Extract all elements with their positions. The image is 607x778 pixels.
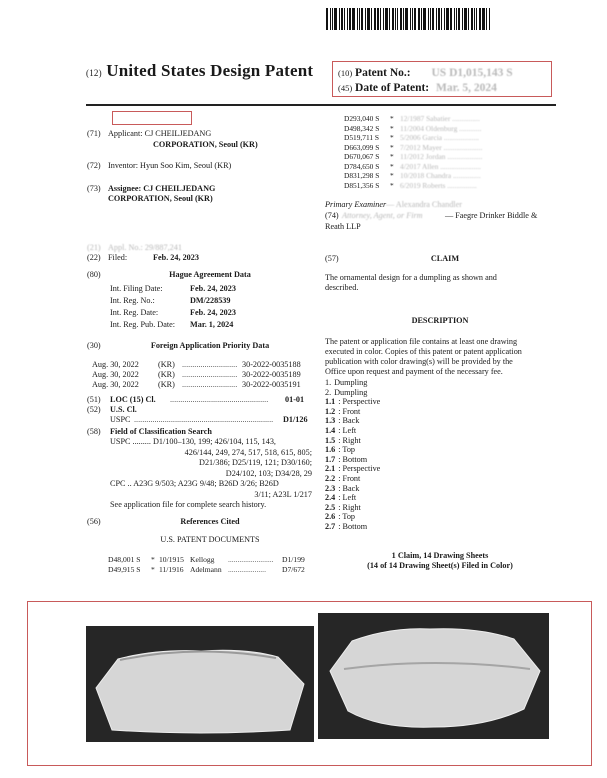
barcode-bar [339,8,340,30]
cited-star: * [390,180,394,190]
figure-number: 2.2 [325,473,336,483]
barcode-bar [471,8,473,30]
priority-date: Aug. 30, 2022 [92,380,139,389]
figure-item [325,474,555,484]
barcode-bar [371,8,372,30]
header-rule [86,104,556,106]
figure-item [325,436,555,446]
figure-view: : Perspective [338,397,381,407]
cited-rest: 7/2012 Mayer ..................... [400,142,483,152]
uspc-dots: .................................................................... [134,415,274,424]
ref-name: Adelmann [190,565,222,574]
assignee-code: (73) [87,184,101,193]
figure-item [325,445,555,455]
barcode-bar [421,8,422,30]
hague-row [110,320,310,332]
figure-view: : Front [338,473,361,483]
barcode-bar [438,8,440,30]
ref-class: D1/199 [282,555,305,564]
barcode-bar [468,8,469,30]
date-of-patent-line [338,82,497,94]
description-line: publication with color drawing(s) will be provided by the [325,357,513,366]
barcode-bar [474,8,475,30]
cited-number: D663,099 S [344,142,380,152]
figure-view: : Top [338,445,356,455]
cited-row [344,124,554,134]
figure-number: 2.5 [325,502,336,512]
barcode-bar [357,8,358,30]
field-line: 3/11; A23L 1/217 [254,489,312,499]
priority-dots: ........................... [182,360,238,369]
figure-number: 1. [325,378,332,387]
hague-row [110,308,310,320]
barcode-bar [428,8,429,30]
assignee-line1: Assignee: CJ CHEILJEDANG [108,184,216,193]
ref-name: Kellogg [190,555,215,564]
hague-row [110,296,310,308]
barcode-bar [347,8,348,30]
cited-row [344,171,554,181]
date-label: Date of Patent: [355,82,430,94]
barcode [326,8,556,30]
attorney-code: (74) [325,211,339,220]
claim-title: CLAIM [430,254,460,263]
barcode-bar [380,8,381,30]
hague-value: Mar. 1, 2024 [190,320,234,329]
hague-label: Int. Reg. Pub. Date: [110,320,176,329]
cited-row [344,133,554,143]
cited-number: D293,040 S [344,114,380,123]
barcode-bar [397,8,398,30]
figure-view: : Front [338,406,361,416]
dumpling-drawing-right [318,613,549,739]
figure-number: 1.1 [325,397,336,407]
figure-view: : Perspective [338,464,381,474]
figure-number: 2.4 [325,493,336,503]
priority-dots: ........................... [182,370,238,379]
figure-item [325,493,555,503]
hague-label: Int. Reg. Date: [110,308,159,317]
field-code: (58) [87,427,101,436]
cited-table [344,114,554,190]
barcode-bar [367,8,370,30]
priority-title: Foreign Application Priority Data [150,341,270,350]
barcode-bar [377,8,379,30]
field-line: D21/386; D25/119, 121; D30/160; [199,458,312,467]
claim-text-2: described. [325,283,359,292]
cited-row [344,143,554,153]
date-value: Mar. 5, 2024 [436,82,497,94]
loc-dots: ................................................ [170,395,269,404]
title-text: United States Design Patent [106,61,314,80]
barcode-bar [359,8,360,30]
figure-number: 1.7 [325,454,336,464]
figure-number: 1.5 [325,435,336,445]
barcode-bar [365,8,366,30]
patent-number-line [338,67,513,79]
barcode-bar [489,8,490,30]
barcode-bar [444,8,445,30]
examiner-label: Primary Examiner [325,200,387,209]
barcode-bar [374,8,376,30]
figure-item [325,378,555,388]
field-line: D24/102, 103; D34/28, 29 [225,468,312,478]
sheets-line-2: (14 of 14 Drawing Sheet(s) Filed in Color) [367,561,513,570]
cited-star: * [390,142,394,152]
ref-dots: ........................ [228,555,274,564]
date-code: (45) [338,83,353,93]
cited-number: D784,650 S [344,161,380,171]
barcode-bar [344,8,345,30]
cited-rest: 6/2019 Roberts ................ [400,180,477,190]
cited-star: * [390,133,394,142]
figure-view: : Left [338,425,357,435]
ref-class: D7/672 [282,565,305,574]
figure-number: 2. [325,387,332,397]
figure-view: : Top [338,512,356,522]
claim-code: (57) [325,254,339,263]
figure-view: Dumpling [334,378,368,387]
attorney-rest: — Faegre Drinker Biddle & [445,211,538,220]
cited-number: D851,356 S [344,180,380,190]
barcode-bar [458,8,460,30]
ref-dots: .................... [228,565,266,574]
applicant-line1: Applicant: CJ CHEILJEDANG [108,129,212,138]
figure-item [325,426,555,436]
dumpling-image-right [318,613,549,739]
cited-rest: 11/2012 Jordan ................... [400,152,483,161]
patent-no-code: (10) [338,68,353,78]
patent-no-value: US D1,015,143 S [431,67,513,79]
figure-item [325,503,555,513]
barcode-bar [410,8,411,30]
figure-item [325,484,555,494]
description-text [325,337,555,377]
refs-table [108,555,314,575]
cited-star: * [390,152,394,161]
ref-date: 10/1915 [159,555,184,564]
figure-number: 1.4 [325,425,336,435]
patent-title [86,61,313,81]
cited-rest: 4/2017 Allen ...................... [400,161,481,171]
description-line: Office upon request and payment of the necessary fee. [325,367,503,376]
barcode-bar [482,8,485,30]
uscl-code: (52) [87,405,101,414]
ref-number: D49,915 S [108,565,141,574]
barcode-bar [486,8,487,30]
cited-number: D670,067 S [344,152,380,161]
field-line: USPC ......... D1/100–130, 199; 426/104, 115, 143, [110,437,276,446]
barcode-bar [389,8,390,30]
figure-number: 1.2 [325,406,336,416]
barcode-bar [385,8,388,30]
sheets-line-1: 1 Claim, 14 Drawing Sheets [391,551,489,560]
hague-value: Feb. 24, 2023 [190,308,236,317]
priority-country: (KR) [158,380,175,389]
hague-table [110,284,310,332]
priority-table [92,360,312,390]
barcode-bar [383,8,384,30]
refs-code: (56) [87,517,101,526]
refs-subtitle: U.S. PATENT DOCUMENTS [160,535,260,544]
barcode-bar [446,8,449,30]
figure-item [325,407,555,417]
cited-star: * [390,123,394,133]
hague-code: (80) [87,270,101,279]
description-title: DESCRIPTION [411,316,469,325]
cited-rest: 12/1987 Sabatier ............... [400,114,480,123]
dumpling-drawing-left [86,626,314,742]
priority-number: 30-2022-0035191 [242,380,301,389]
cited-number: D519,711 S [344,133,380,142]
hague-title: Hague Agreement Data [169,270,251,279]
barcode-bar [454,8,455,30]
reference-row [108,565,314,575]
barcode-bar [479,8,481,30]
barcode-bar [412,8,413,30]
cited-row [344,162,554,172]
figure-item [325,512,555,522]
figure-item [325,397,555,407]
barcode-bar [414,8,416,30]
priority-date: Aug. 30, 2022 [92,360,139,369]
priority-code: (30) [87,341,101,350]
barcode-bar [462,8,463,30]
barcode-bar [441,8,442,30]
barcode-bar [464,8,467,30]
examiner-name: — Alexandra Chandler [386,200,462,209]
title-code: (12) [86,68,102,78]
figure-item [325,522,555,532]
filed-code: (22) [87,253,101,262]
priority-row [92,360,312,370]
loc-value: 01-01 [285,395,305,404]
highlight-box [112,111,192,125]
barcode-bar [330,8,331,30]
barcode-bar [341,8,343,30]
cited-number: D498,342 S [344,123,380,133]
figure-view: : Bottom [338,521,368,531]
loc-label: LOC (15) Cl. [110,395,156,404]
priority-row [92,380,312,390]
figure-view: : Back [338,483,360,493]
field-line: See application file for complete search history. [110,500,267,509]
figure-view: Dumpling [334,387,368,397]
priority-country: (KR) [158,360,175,369]
barcode-bar [418,8,420,30]
priority-country: (KR) [158,370,175,379]
priority-dots: ........................... [182,380,238,389]
cited-rest: 5/2006 Garcia ................... [400,133,480,142]
cited-row [344,181,554,191]
claim-text-1: The ornamental design for a dumpling as shown and [325,273,497,282]
filed-value: Feb. 24, 2023 [153,253,199,262]
cited-row [344,114,554,124]
barcode-bar [430,8,431,30]
inventor-code: (72) [87,161,101,170]
figure-view: : Left [338,493,357,503]
figure-item [325,464,555,474]
barcode-bar [450,8,452,30]
barcode-bar [334,8,337,30]
description-line: The patent or application file contains at least one drawing [325,337,518,346]
barcode-bar [400,8,402,30]
barcode-bar [476,8,477,30]
dumpling-image-left [86,626,314,742]
figure-number: 2.3 [325,483,336,493]
appl-code: (21) [87,243,101,252]
uspc-value: D1/126 [283,415,308,424]
cited-star: * [390,161,394,171]
figure-view: : Back [338,416,360,426]
cited-rest: 10/2018 Chandra ............... [400,171,481,180]
hague-value: Feb. 24, 2023 [190,284,236,293]
figure-view: : Right [338,502,361,512]
barcode-bar [392,8,394,30]
patent-no-label: Patent No.: [355,67,411,79]
priority-number: 30-2022-0035188 [242,360,301,369]
figure-number: 2.7 [325,521,336,531]
figure-number: 2.6 [325,512,336,522]
refs-title: References Cited [180,517,240,526]
hague-label: Int. Filing Date: [110,284,163,293]
priority-date: Aug. 30, 2022 [92,370,139,379]
cited-number: D831,298 S [344,171,380,180]
figure-item [325,455,555,465]
hague-value: DM/228539 [190,296,231,305]
hague-row [110,284,310,296]
barcode-bar [403,8,404,30]
ref-star: * [151,565,155,574]
inventor-line: Inventor: Hyun Soo Kim, Seoul (KR) [108,161,232,170]
barcode-bar [352,8,355,30]
ref-date: 11/1916 [159,565,184,574]
barcode-bar [332,8,333,30]
figure-item [325,388,555,398]
appl-line: Appl. No.: 29/887,241 [108,243,182,252]
barcode-bar [326,8,328,30]
cited-star: * [390,171,394,180]
priority-row [92,370,312,380]
barcode-bar [361,8,363,30]
cited-star: * [390,114,394,123]
barcode-bar [423,8,426,30]
cited-rest: 11/2004 Oldenburg ............ [400,123,482,133]
field-line: 426/144, 249, 274, 517, 518, 615, 805; [184,447,312,457]
figure-view: : Bottom [338,454,368,464]
reference-row [108,555,314,565]
attorney-line2: Reath LLP [325,222,361,231]
field-lines [110,437,312,511]
loc-code: (51) [87,395,101,404]
applicant-line2: CORPORATION, Seoul (KR) [153,140,258,149]
ref-number: D48,001 S [108,555,141,564]
figure-number: 1.3 [325,416,336,426]
figure-item [325,416,555,426]
barcode-bar [405,8,408,30]
uspc-label: USPC [110,415,131,424]
uscl-label: U.S. Cl. [110,405,137,414]
figure-list [325,378,555,532]
attorney-label: Attorney, Agent, or Firm [342,211,423,220]
figure-view: : Right [338,435,361,445]
barcode-bar [436,8,437,30]
barcode-bar [456,8,457,30]
ref-star: * [151,555,155,564]
cited-row [344,152,554,162]
field-line: CPC .. A23G 9/503; A23G 9/48; B26D 3/26; B26D [110,479,279,488]
field-title: Field of Classification Search [110,427,212,436]
filed-label: Filed: [108,253,128,262]
description-line: executed in color. Copies of this patent or patent application [325,347,522,356]
barcode-bar [432,8,434,30]
figure-number: 2.1 [325,464,336,474]
assignee-line2: CORPORATION, Seoul (KR) [108,194,213,203]
barcode-bar [395,8,396,30]
barcode-bar [349,8,351,30]
hague-label: Int. Reg. No.: [110,296,155,305]
figure-number: 1.6 [325,445,336,455]
applicant-code: (71) [87,129,101,138]
priority-number: 30-2022-0035189 [242,370,301,379]
